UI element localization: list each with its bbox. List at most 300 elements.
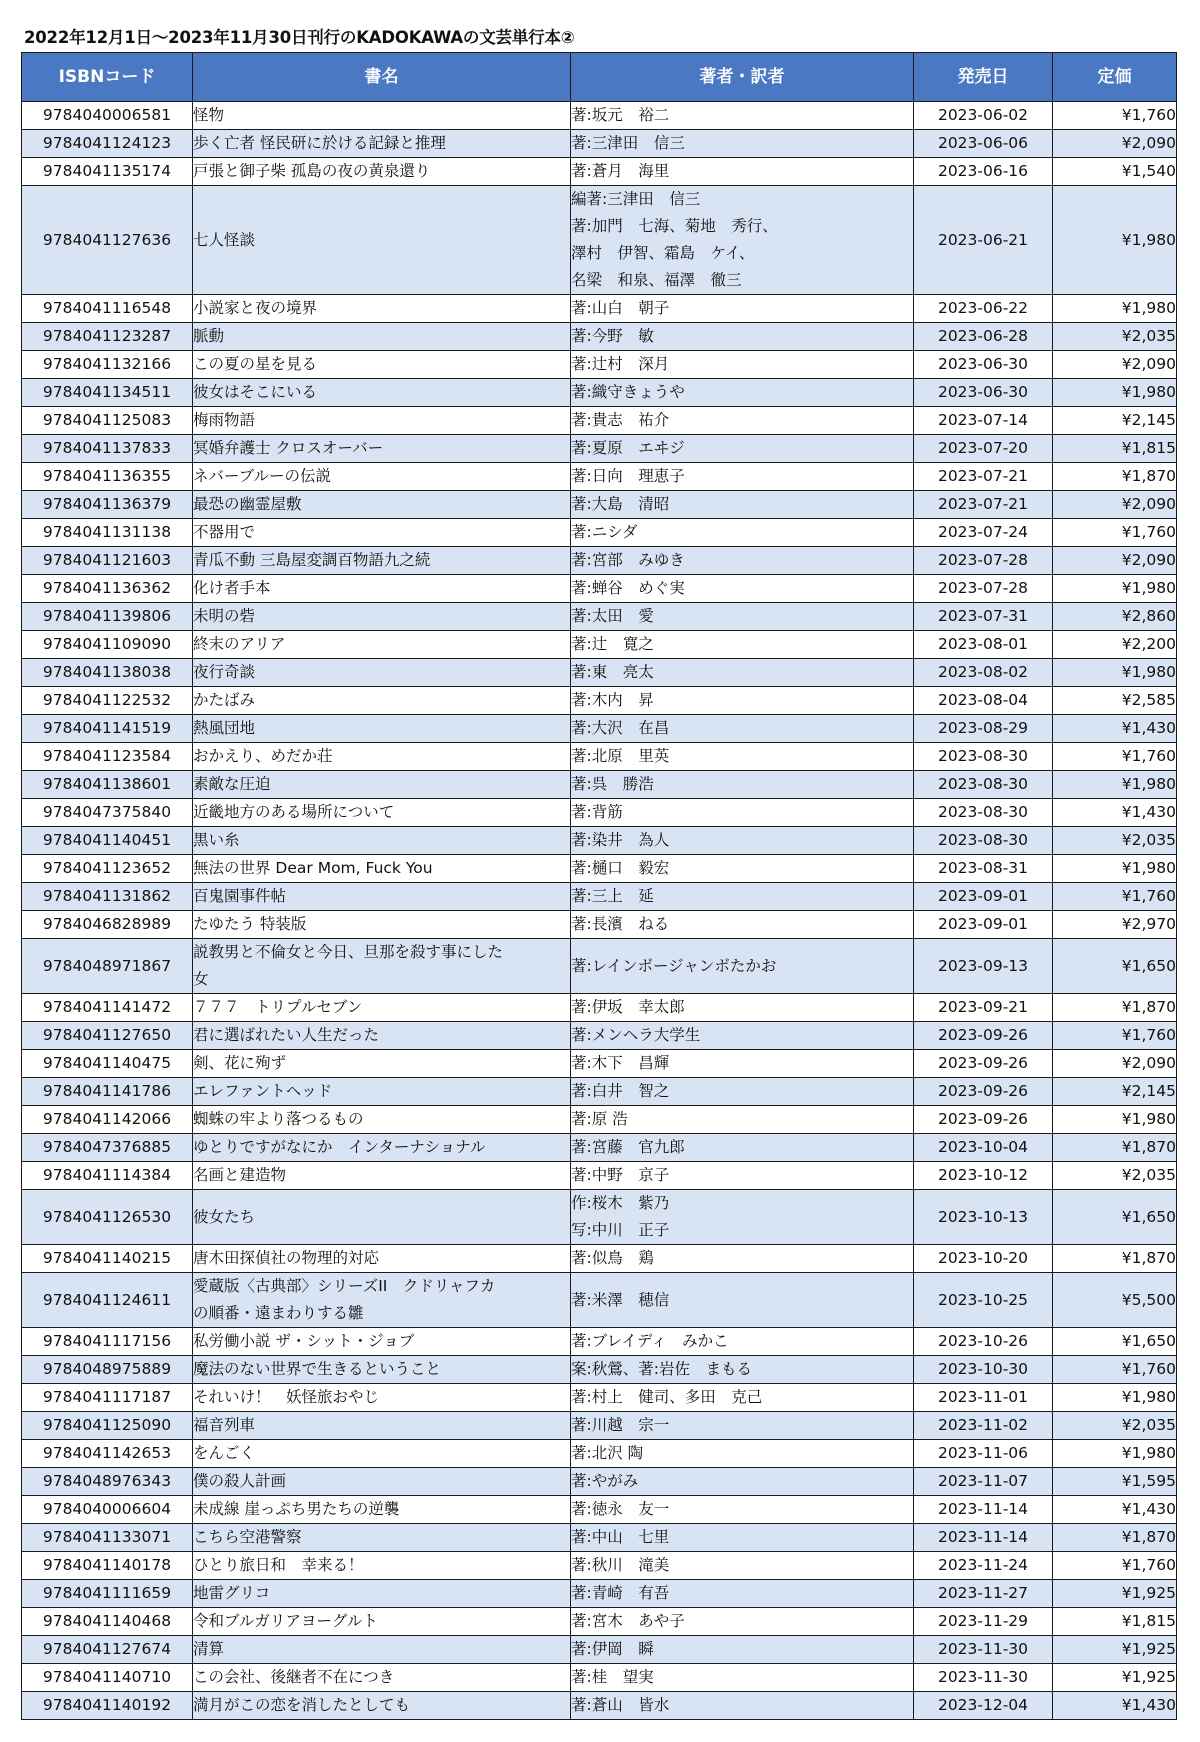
title-cell-line: 福音列車	[193, 1416, 256, 1434]
author-cell	[571, 547, 914, 575]
author-cell-line: 著:秋川 滝美	[571, 1556, 670, 1574]
isbn-cell: 9784041122532	[22, 687, 193, 715]
title-cell	[193, 379, 571, 407]
table-row	[22, 407, 1177, 435]
table-row	[22, 463, 1177, 491]
date-cell: 2023-07-28	[914, 575, 1053, 603]
date-cell: 2023-09-13	[914, 939, 1053, 994]
author-cell-line: 著:徳永 友一	[571, 1500, 670, 1518]
table-row	[22, 351, 1177, 379]
title-cell	[193, 323, 571, 351]
title-cell	[193, 1636, 571, 1664]
price-cell: ¥2,035	[1053, 323, 1177, 351]
date-cell: 2023-07-24	[914, 519, 1053, 547]
date-cell: 2023-11-29	[914, 1608, 1053, 1636]
author-cell	[571, 1106, 914, 1134]
title-cell	[193, 158, 571, 186]
title-cell-line: この会社、後継者不在につき	[193, 1668, 395, 1686]
author-cell	[571, 883, 914, 911]
author-cell	[571, 1190, 914, 1245]
date-cell: 2023-11-07	[914, 1468, 1053, 1496]
author-cell-line: 著:似鳥 鶏	[571, 1249, 654, 1267]
author-cell-line: 著:北原 里英	[571, 747, 670, 765]
price-cell: ¥1,870	[1053, 1245, 1177, 1273]
table-row	[22, 883, 1177, 911]
isbn-cell: 9784048971867	[22, 939, 193, 994]
date-cell: 2023-08-31	[914, 855, 1053, 883]
isbn-cell: 9784041140192	[22, 1692, 193, 1720]
title-cell	[193, 1134, 571, 1162]
table-row	[22, 715, 1177, 743]
isbn-cell: 9784048976343	[22, 1468, 193, 1496]
table-row	[22, 323, 1177, 351]
author-cell	[571, 799, 914, 827]
date-cell: 2023-10-25	[914, 1273, 1053, 1328]
price-cell: ¥1,430	[1053, 1496, 1177, 1524]
author-cell	[571, 379, 914, 407]
table-row	[22, 519, 1177, 547]
price-cell: ¥1,980	[1053, 1106, 1177, 1134]
title-cell-line: 七人怪談	[193, 230, 256, 249]
price-cell: ¥1,925	[1053, 1636, 1177, 1664]
table-row	[22, 379, 1177, 407]
price-cell: ¥1,760	[1053, 1022, 1177, 1050]
title-cell	[193, 1580, 571, 1608]
table-row	[22, 631, 1177, 659]
date-cell: 2023-11-01	[914, 1384, 1053, 1412]
author-cell-line: 著:辻 寛之	[571, 635, 654, 653]
author-cell	[571, 351, 914, 379]
price-cell: ¥1,925	[1053, 1580, 1177, 1608]
price-cell: ¥1,760	[1053, 883, 1177, 911]
price-cell: ¥2,035	[1053, 1412, 1177, 1440]
price-cell: ¥1,540	[1053, 158, 1177, 186]
price-cell: ¥1,760	[1053, 102, 1177, 130]
table-row	[22, 102, 1177, 130]
table-row	[22, 799, 1177, 827]
author-cell-line: 著:東 亮太	[571, 663, 654, 681]
table-row	[22, 855, 1177, 883]
title-cell	[193, 491, 571, 519]
date-cell: 2023-10-12	[914, 1162, 1053, 1190]
price-cell: ¥1,980	[1053, 295, 1177, 323]
price-cell: ¥1,650	[1053, 1190, 1177, 1245]
title-cell-line: 未明の砦	[193, 607, 256, 625]
author-cell	[571, 1050, 914, 1078]
title-cell	[193, 1608, 571, 1636]
isbn-cell: 9784048975889	[22, 1356, 193, 1384]
isbn-cell: 9784041127650	[22, 1022, 193, 1050]
author-cell-line: 名梁 和泉、福澤 徹三	[571, 271, 742, 289]
price-cell: ¥1,925	[1053, 1664, 1177, 1692]
title-cell	[193, 1468, 571, 1496]
title-cell	[193, 130, 571, 158]
date-cell: 2023-06-21	[914, 186, 1053, 295]
table-row	[22, 1328, 1177, 1356]
isbn-cell: 9784041133071	[22, 1524, 193, 1552]
title-cell-line: 最恐の幽霊屋敷	[193, 495, 302, 513]
date-cell: 2023-07-21	[914, 491, 1053, 519]
price-cell: ¥1,760	[1053, 519, 1177, 547]
isbn-cell: 9784041121603	[22, 547, 193, 575]
title-cell-line: ７７７ トリプルセブン	[193, 998, 363, 1016]
author-cell-line: 著:木下 昌輝	[571, 1054, 670, 1072]
table-row	[22, 435, 1177, 463]
date-cell: 2023-11-27	[914, 1580, 1053, 1608]
table-row	[22, 1468, 1177, 1496]
isbn-cell: 9784041124611	[22, 1273, 193, 1328]
title-cell-line: 説教男と不倫女と今日、旦那を殺す事にした	[193, 943, 504, 961]
author-cell	[571, 1328, 914, 1356]
date-cell: 2023-07-31	[914, 603, 1053, 631]
table-row	[22, 911, 1177, 939]
date-cell: 2023-10-20	[914, 1245, 1053, 1273]
author-cell-line: 著:夏原 エヰジ	[571, 439, 685, 457]
author-cell-line: 著:日向 理恵子	[571, 467, 685, 485]
date-cell: 2023-06-28	[914, 323, 1053, 351]
price-cell: ¥2,585	[1053, 687, 1177, 715]
title-cell	[193, 1552, 571, 1580]
author-cell	[571, 158, 914, 186]
date-cell: 2023-11-14	[914, 1496, 1053, 1524]
table-row	[22, 1384, 1177, 1412]
price-cell: ¥1,430	[1053, 715, 1177, 743]
author-cell	[571, 1245, 914, 1273]
author-cell-line: 著:桂 望実	[571, 1668, 654, 1686]
date-cell: 2023-08-30	[914, 799, 1053, 827]
isbn-cell: 9784041125090	[22, 1412, 193, 1440]
date-cell: 2023-06-30	[914, 351, 1053, 379]
title-cell-line: 未成線 崖っぷち男たちの逆襲	[193, 1500, 400, 1518]
date-cell: 2023-07-28	[914, 547, 1053, 575]
table-row	[22, 771, 1177, 799]
title-cell	[193, 799, 571, 827]
author-cell-line: 著:織守きょうや	[571, 383, 685, 401]
title-cell-line: 熱風団地	[193, 719, 256, 737]
author-cell-line: 著:呉 勝浩	[571, 775, 654, 793]
author-cell	[571, 631, 914, 659]
header-isbn: ISBNコード	[22, 53, 193, 102]
table-row	[22, 1440, 1177, 1468]
author-cell	[571, 323, 914, 351]
title-cell-line: 清算	[193, 1640, 225, 1658]
title-cell	[193, 631, 571, 659]
books-table	[21, 52, 1177, 1720]
author-cell	[571, 1078, 914, 1106]
title-cell-line: 歩く亡者 怪民研に於ける記録と推理	[193, 134, 446, 152]
price-cell: ¥1,430	[1053, 799, 1177, 827]
title-cell	[193, 519, 571, 547]
title-cell	[193, 102, 571, 130]
author-cell-line: 著:染井 為人	[571, 831, 670, 849]
table-row	[22, 1636, 1177, 1664]
title-cell-line: 僕の殺人計画	[193, 1472, 287, 1490]
price-cell: ¥1,870	[1053, 1524, 1177, 1552]
title-cell	[193, 1245, 571, 1273]
title-cell	[193, 855, 571, 883]
title-cell	[193, 435, 571, 463]
table-row	[22, 1245, 1177, 1273]
price-cell: ¥1,760	[1053, 1356, 1177, 1384]
title-cell	[193, 1022, 571, 1050]
author-cell	[571, 463, 914, 491]
header-price: 定価	[1053, 53, 1177, 102]
author-cell-line: 著:三上 延	[571, 887, 654, 905]
isbn-cell: 9784041117187	[22, 1384, 193, 1412]
title-cell	[193, 1664, 571, 1692]
author-cell-line: 著:背筋	[571, 803, 623, 821]
title-cell-line: 愛蔵版〈古典部〉シリーズII クドリャフカ	[193, 1277, 496, 1295]
title-cell-line: 無法の世界 Dear Mom, Fuck You	[193, 859, 433, 877]
title-cell-line: 君に選ばれたい人生だった	[193, 1026, 380, 1044]
title-cell	[193, 1050, 571, 1078]
author-cell-line: 著:大島 清昭	[571, 495, 670, 513]
price-cell: ¥2,035	[1053, 827, 1177, 855]
author-cell-line: 写:中川 正子	[571, 1221, 670, 1239]
price-cell: ¥1,870	[1053, 994, 1177, 1022]
date-cell: 2023-09-01	[914, 883, 1053, 911]
isbn-cell: 9784047376885	[22, 1134, 193, 1162]
title-cell-line: 満月がこの恋を消したとしても	[193, 1696, 411, 1714]
author-cell-line: 著:宮藤 官九郎	[571, 1138, 685, 1156]
isbn-cell: 9784040006581	[22, 102, 193, 130]
table-row	[22, 130, 1177, 158]
isbn-cell: 9784041127636	[22, 186, 193, 295]
date-cell: 2023-06-16	[914, 158, 1053, 186]
author-cell-line: 著:蝉谷 めぐ実	[571, 579, 685, 597]
date-cell: 2023-11-30	[914, 1664, 1053, 1692]
title-cell	[193, 1496, 571, 1524]
author-cell-line: 著:メンヘラ大学生	[571, 1026, 701, 1044]
date-cell: 2023-12-04	[914, 1692, 1053, 1720]
author-cell	[571, 855, 914, 883]
author-cell-line: 著:北沢 陶	[571, 1444, 644, 1462]
price-cell: ¥2,145	[1053, 407, 1177, 435]
title-cell	[193, 715, 571, 743]
isbn-cell: 9784041116548	[22, 295, 193, 323]
title-cell	[193, 575, 571, 603]
author-cell	[571, 1134, 914, 1162]
isbn-cell: 9784041142066	[22, 1106, 193, 1134]
isbn-cell: 9784047375840	[22, 799, 193, 827]
author-cell	[571, 1273, 914, 1328]
title-cell	[193, 939, 571, 994]
date-cell: 2023-08-30	[914, 771, 1053, 799]
title-cell	[193, 687, 571, 715]
price-cell: ¥1,760	[1053, 743, 1177, 771]
date-cell: 2023-08-30	[914, 827, 1053, 855]
title-cell-line: それいけ！ 妖怪旅おやじ	[193, 1388, 380, 1406]
isbn-cell: 9784041124123	[22, 130, 193, 158]
title-cell	[193, 1384, 571, 1412]
price-cell: ¥1,980	[1053, 855, 1177, 883]
author-cell	[571, 1636, 914, 1664]
price-cell: ¥2,860	[1053, 603, 1177, 631]
table-row	[22, 295, 1177, 323]
date-cell: 2023-10-13	[914, 1190, 1053, 1245]
author-cell	[571, 911, 914, 939]
date-cell: 2023-09-26	[914, 1050, 1053, 1078]
price-cell: ¥1,815	[1053, 1608, 1177, 1636]
title-cell	[193, 911, 571, 939]
author-cell-line: 著:ブレイディ みかこ	[571, 1332, 729, 1350]
title-cell-line: 戸張と御子柴 孤島の夜の黄泉還り	[193, 162, 431, 180]
author-cell-line: 著:やがみ	[571, 1472, 639, 1490]
isbn-cell: 9784041126530	[22, 1190, 193, 1245]
isbn-cell: 9784041123287	[22, 323, 193, 351]
title-cell-line: 化け者手本	[193, 579, 271, 597]
title-cell	[193, 603, 571, 631]
title-cell	[193, 994, 571, 1022]
title-cell-line: エレファントヘッド	[193, 1082, 333, 1100]
price-cell: ¥1,980	[1053, 771, 1177, 799]
isbn-cell: 9784041123584	[22, 743, 193, 771]
isbn-cell: 9784041141519	[22, 715, 193, 743]
table-row	[22, 659, 1177, 687]
isbn-cell: 9784041138038	[22, 659, 193, 687]
author-cell-line: 著:中山 七里	[571, 1528, 670, 1546]
title-cell-line: 令和ブルガリアヨーグルト	[193, 1612, 378, 1630]
author-cell	[571, 603, 914, 631]
table-row	[22, 603, 1177, 631]
table-row	[22, 1190, 1177, 1245]
author-cell-line: 著:原 浩	[571, 1110, 628, 1128]
title-cell	[193, 295, 571, 323]
author-cell	[571, 994, 914, 1022]
author-cell-line: 著:樋口 毅宏	[571, 859, 670, 877]
date-cell: 2023-08-01	[914, 631, 1053, 659]
table-row	[22, 1134, 1177, 1162]
price-cell: ¥1,980	[1053, 1440, 1177, 1468]
isbn-cell: 9784041131138	[22, 519, 193, 547]
price-cell: ¥1,650	[1053, 939, 1177, 994]
title-cell-line: をんごく	[193, 1444, 256, 1462]
date-cell: 2023-09-26	[914, 1106, 1053, 1134]
isbn-cell: 9784041140451	[22, 827, 193, 855]
title-cell-line: 百鬼園事件帖	[193, 887, 287, 905]
author-cell	[571, 1412, 914, 1440]
title-cell-line: 彼女たち	[193, 1207, 256, 1226]
table-row	[22, 994, 1177, 1022]
author-cell	[571, 295, 914, 323]
price-cell: ¥2,970	[1053, 911, 1177, 939]
author-cell-line: 著:青崎 有吾	[571, 1584, 670, 1602]
author-cell-line: 著:大沢 在昌	[571, 719, 670, 737]
isbn-cell: 9784041127674	[22, 1636, 193, 1664]
author-cell-line: 著:蒼月 海里	[571, 162, 670, 180]
price-cell: ¥5,500	[1053, 1273, 1177, 1328]
table-row	[22, 1524, 1177, 1552]
date-cell: 2023-06-30	[914, 379, 1053, 407]
table-row	[22, 186, 1177, 295]
author-cell	[571, 827, 914, 855]
date-cell: 2023-06-06	[914, 130, 1053, 158]
title-cell-line: 魔法のない世界で生きるということ	[193, 1360, 442, 1378]
title-cell	[193, 1356, 571, 1384]
table-row	[22, 547, 1177, 575]
title-cell	[193, 463, 571, 491]
author-cell-line: 著:蒼山 皆水	[571, 1696, 670, 1714]
date-cell: 2023-11-14	[914, 1524, 1053, 1552]
author-cell-line: 著:辻村 深月	[571, 355, 670, 373]
title-cell	[193, 1328, 571, 1356]
isbn-cell: 9784041114384	[22, 1162, 193, 1190]
table-row	[22, 939, 1177, 994]
title-cell-line: 黒い糸	[193, 831, 240, 849]
author-cell	[571, 1384, 914, 1412]
title-cell	[193, 186, 571, 295]
table-row	[22, 827, 1177, 855]
price-cell: ¥1,980	[1053, 1384, 1177, 1412]
author-cell-line: 著:伊坂 幸太郎	[571, 998, 685, 1016]
table-row	[22, 1608, 1177, 1636]
isbn-cell: 9784041140475	[22, 1050, 193, 1078]
table-row	[22, 1496, 1177, 1524]
title-cell-line: ネバーブルーの伝説	[193, 467, 331, 485]
author-cell-line: 著:長濱 ねる	[571, 915, 670, 933]
title-cell-line: かたばみ	[193, 691, 256, 709]
price-cell: ¥1,870	[1053, 463, 1177, 491]
price-cell: ¥1,980	[1053, 379, 1177, 407]
title-cell	[193, 1440, 571, 1468]
author-cell	[571, 743, 914, 771]
author-cell	[571, 771, 914, 799]
author-cell	[571, 575, 914, 603]
isbn-cell: 9784041140710	[22, 1664, 193, 1692]
author-cell-line: 編著:三津田 信三	[571, 190, 701, 208]
price-cell: ¥2,090	[1053, 130, 1177, 158]
title-cell-line: こちら空港警察	[193, 1528, 302, 1546]
author-cell	[571, 130, 914, 158]
isbn-cell: 9784040006604	[22, 1496, 193, 1524]
title-cell	[193, 1273, 571, 1328]
author-cell-line: 著:太田 愛	[571, 607, 654, 625]
author-cell	[571, 1664, 914, 1692]
table-row	[22, 1078, 1177, 1106]
date-cell: 2023-07-14	[914, 407, 1053, 435]
title-cell-line: たゆたう 特装版	[193, 915, 307, 933]
author-cell	[571, 1692, 914, 1720]
author-cell	[571, 939, 914, 994]
page-title: 2022年12月1日～2023年11月30日刊行のKADOKAWAの文芸単行本②	[24, 28, 575, 47]
header-title: 書名	[193, 53, 571, 102]
author-cell	[571, 1022, 914, 1050]
author-cell-line: 著:米澤 穂信	[571, 1290, 670, 1309]
author-cell-line: 著:宮木 あや子	[571, 1612, 685, 1630]
title-cell	[193, 1190, 571, 1245]
title-cell	[193, 827, 571, 855]
author-cell-line: 著:今野 敏	[571, 327, 654, 345]
price-cell: ¥1,760	[1053, 1552, 1177, 1580]
isbn-cell: 9784041134511	[22, 379, 193, 407]
title-cell-line: 彼女はそこにいる	[193, 383, 318, 401]
date-cell: 2023-08-30	[914, 743, 1053, 771]
title-cell	[193, 547, 571, 575]
price-cell: ¥1,980	[1053, 186, 1177, 295]
isbn-cell: 9784041140468	[22, 1608, 193, 1636]
title-cell-line: 小説家と夜の境界	[193, 299, 318, 317]
table-row	[22, 1692, 1177, 1720]
date-cell: 2023-11-24	[914, 1552, 1053, 1580]
isbn-cell: 9784041136355	[22, 463, 193, 491]
title-cell-line: 冥婚弁護士 クロスオーバー	[193, 439, 384, 457]
isbn-cell: 9784041117156	[22, 1328, 193, 1356]
author-cell	[571, 687, 914, 715]
title-cell-line: 唐木田探偵社の物理的対応	[193, 1249, 380, 1267]
isbn-cell: 9784041138601	[22, 771, 193, 799]
title-cell-line: 青瓜不動 三島屋変調百物語九之続	[193, 551, 431, 569]
date-cell: 2023-07-21	[914, 463, 1053, 491]
